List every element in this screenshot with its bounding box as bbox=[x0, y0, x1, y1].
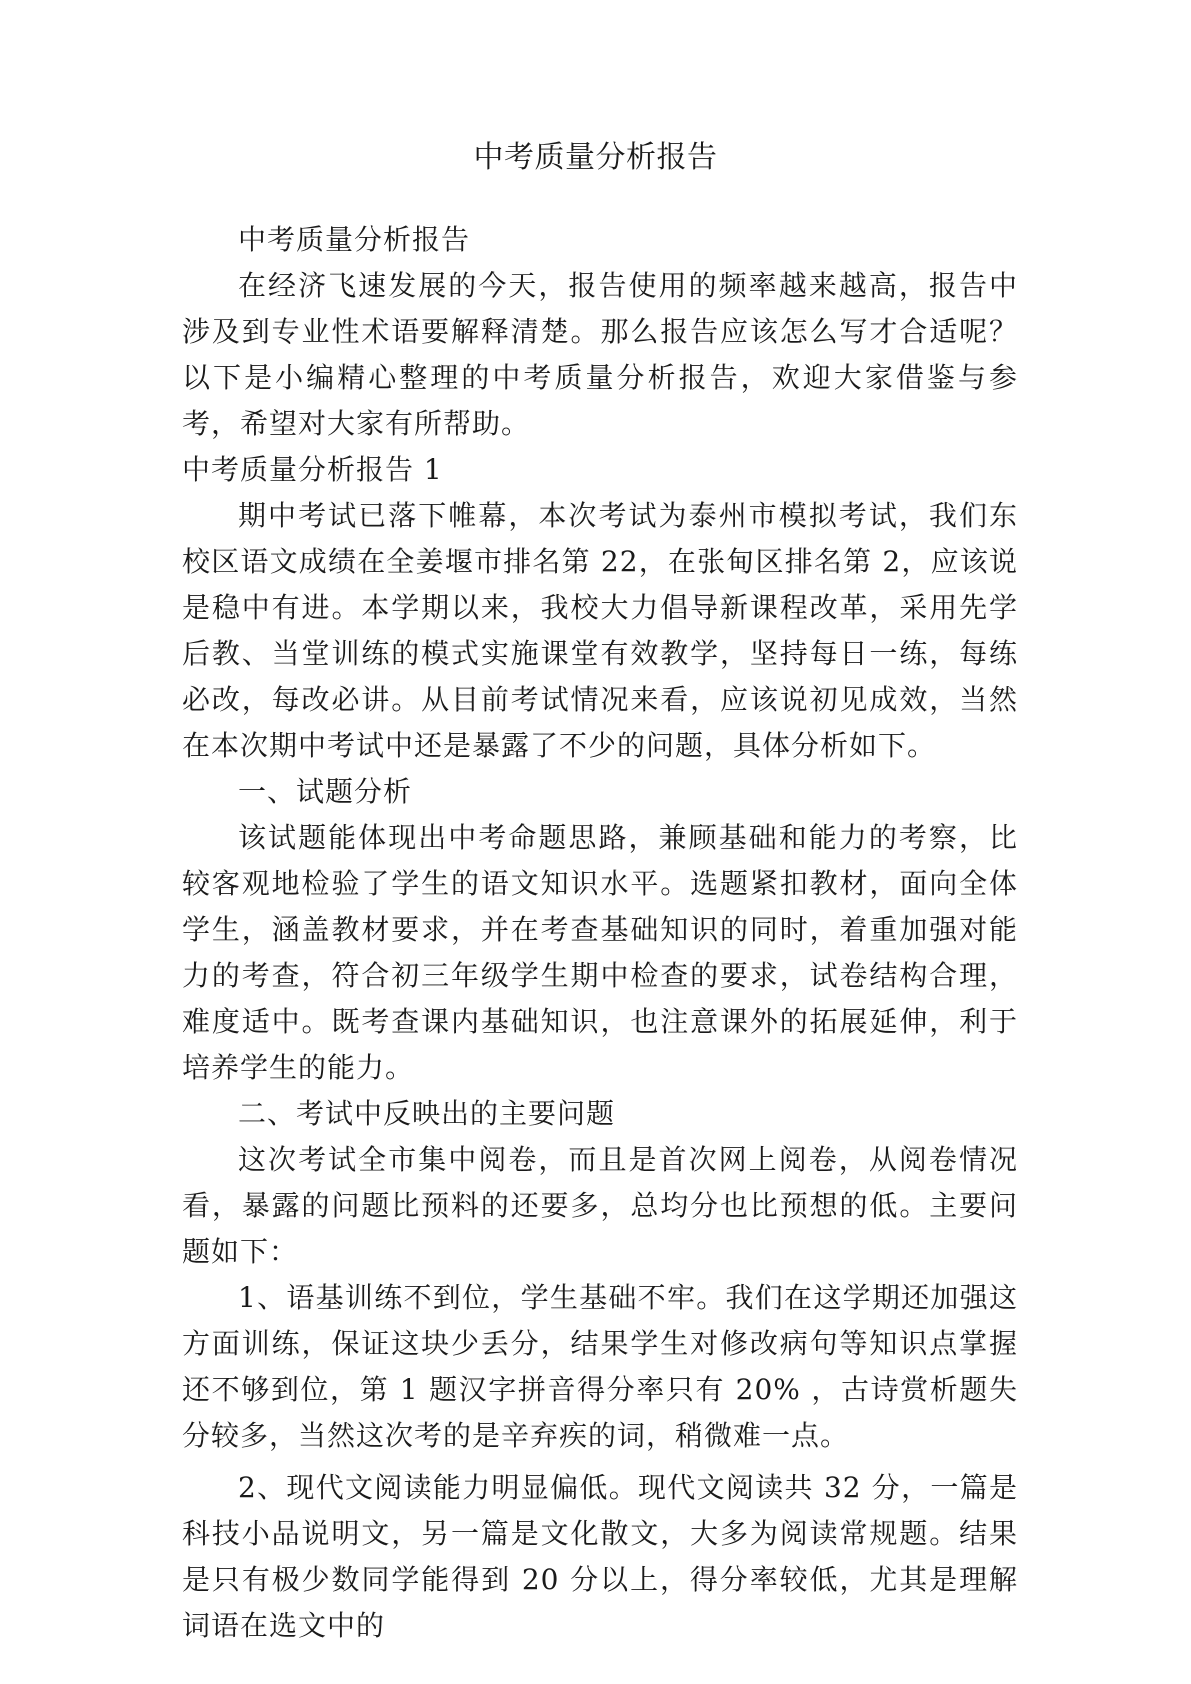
document-title: 中考质量分析报告 bbox=[473, 140, 718, 175]
paragraph: 这次考试全市集中阅卷，而且是首次网上阅卷，从阅卷情况看，暴露的问题比预料的还要多，总均分也比预想的低。主要问题如下： bbox=[182, 1143, 1018, 1268]
paragraph: 二、考试中反映出的主要问题 bbox=[238, 1097, 616, 1130]
paragraph: 中考质量分析报告 bbox=[238, 223, 471, 256]
document-body bbox=[182, 217, 1018, 1649]
paragraph: 在经济飞速发展的今天，报告使用的频率越来越高，报告中涉及到专业性术语要解释清楚。那么报告应该怎么写才合适呢？以下是小编精心整理的中考质量分析报告，欢迎大家借鉴与参考，希望对大家有所帮助。 bbox=[182, 269, 1018, 440]
paragraph: 该试题能体现出中考命题思路，兼顾基础和能力的考察，比较客观地检验了学生的语文知识水平。选题紧扣教材，面向全体学生，涵盖教材要求，并在考查基础知识的同时，着重加强对能力的考查，符合初三年级学生期中检查的要求，试卷结构合理，难度适中。既考查课内基础知识，也注意课外的拓展延伸，利于培养学生的能力。 bbox=[182, 821, 1018, 1084]
paragraph: 2、现代文阅读能力明显偏低。现代文阅读共 32 分，一篇是科技小品说明文，另一篇是文化散文，大多为阅读常规题。结果是只有极少数同学能得到 20 分以上，得分率较低，尤其是理解词语在选文中的 bbox=[182, 1471, 1018, 1642]
paragraph: 中考质量分析报告 1 bbox=[182, 453, 443, 486]
paragraph: 1、语基训练不到位，学生基础不牢。我们在这学期还加强这方面训练，保证这块少丢分，结果学生对修改病句等知识点掌握还不够到位，第 1 题汉字拼音得分率只有 20% ，古诗赏析题失分较多，当然这次考的是辛弃疾的词，稍微难一点。 bbox=[182, 1281, 1018, 1452]
paragraph: 期中考试已落下帷幕，本次考试为泰州市模拟考试，我们东校区语文成绩在全姜堰市排名第 22，在张甸区排名第 2，应该说是稳中有进。本学期以来，我校大力倡导新课程改革，采用先学后教、当堂训练的模式实施课堂有效教学，坚持每日一练，每练必改，每改必讲。从目前考试情况来看，应该说初见成效，当然在本次期中考试中还是暴露了不少的问题，具体分析如下。 bbox=[182, 499, 1018, 762]
paragraph: 一、试题分析 bbox=[238, 775, 413, 808]
